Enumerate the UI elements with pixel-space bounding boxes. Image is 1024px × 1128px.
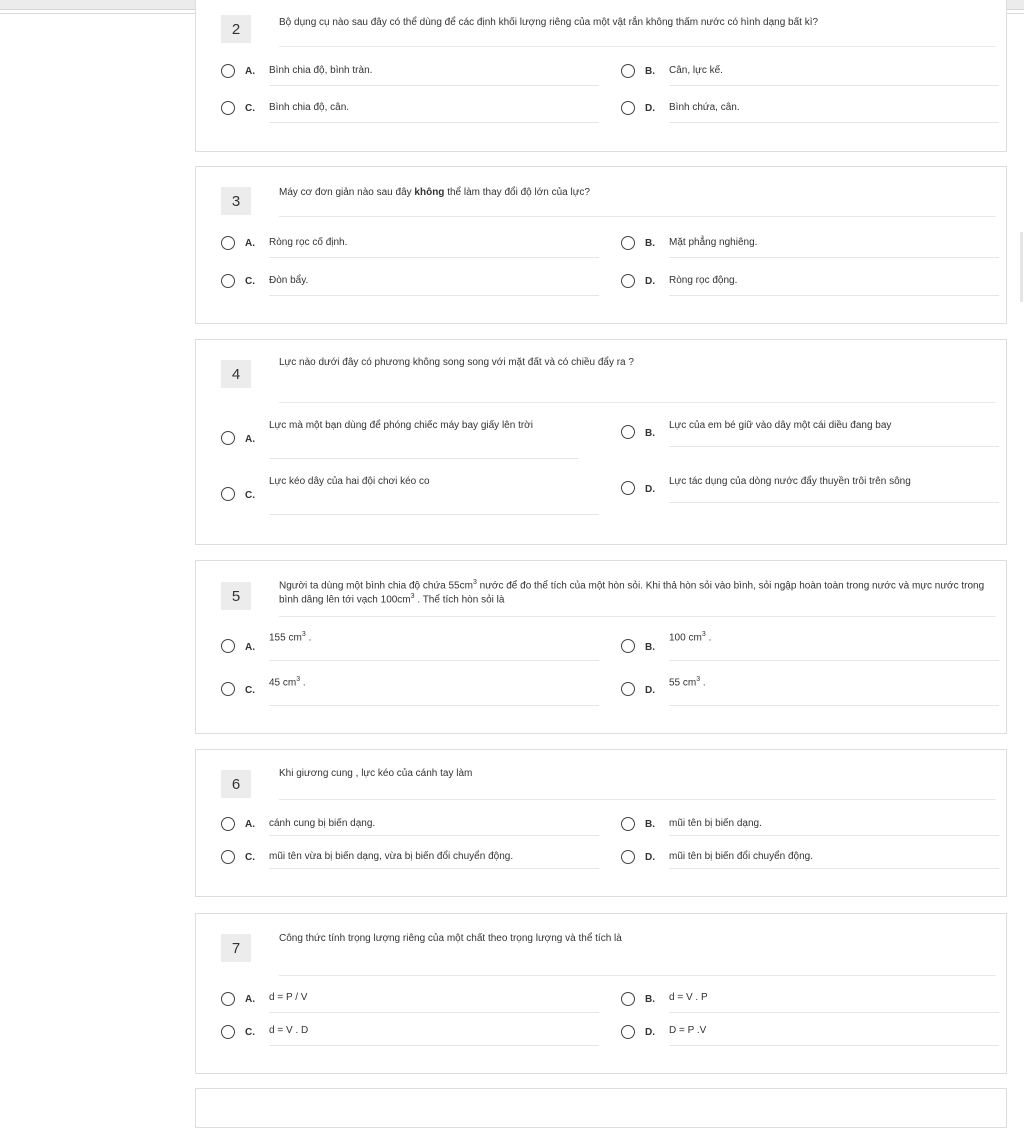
option-letter: D. — [645, 276, 655, 287]
option-letter: C. — [245, 852, 255, 863]
radio-button[interactable] — [221, 64, 235, 78]
option-text: Ròng rọc cố định. — [269, 237, 599, 258]
question-card-2 — [195, 0, 1007, 152]
question-text: Công thức tính trọng lượng riêng của một chất theo trọng lượng và thể tích là — [279, 933, 996, 976]
option-b[interactable] — [621, 814, 999, 842]
radio-button[interactable] — [221, 431, 235, 445]
option-letter: C. — [245, 103, 255, 114]
radio-button[interactable] — [221, 1025, 235, 1039]
option-c[interactable] — [221, 271, 599, 299]
option-letter: B. — [645, 994, 655, 1005]
option-text: mũi tên vừa bị biến dạng, vừa bị biến đổi chuyển động. — [269, 851, 599, 869]
radio-button[interactable] — [221, 639, 235, 653]
option-text: D = P .V — [669, 1025, 999, 1046]
option-letter: A. — [245, 642, 255, 653]
option-text: d = V . D — [269, 1025, 599, 1046]
option-letter: D. — [645, 103, 655, 114]
question-card-5 — [195, 560, 1007, 734]
question-number: 5 — [221, 582, 251, 610]
option-letter: B. — [645, 642, 655, 653]
radio-button[interactable] — [221, 992, 235, 1006]
question-card-3 — [195, 166, 1007, 324]
radio-button[interactable] — [621, 817, 635, 831]
option-letter: D. — [645, 685, 655, 696]
option-b[interactable] — [621, 61, 999, 89]
option-text: Bình chia độ, cân. — [269, 102, 599, 123]
option-text: Ròng rọc động. — [669, 275, 999, 296]
option-a[interactable] — [221, 61, 599, 89]
option-d[interactable] — [621, 672, 999, 706]
option-letter: C. — [245, 276, 255, 287]
question-card-next — [195, 1088, 1007, 1128]
question-text: Máy cơ đơn giản nào sau đây không thể làm thay đổi độ lớn của lực? — [279, 187, 996, 217]
radio-button[interactable] — [621, 682, 635, 696]
option-letter: C. — [245, 1027, 255, 1038]
option-text: 45 $cm^3$ . — [269, 674, 599, 706]
option-c[interactable] — [221, 672, 599, 706]
option-text: Lực của em bé giữ vào dây một cái diều đang bay — [669, 420, 999, 447]
radio-button[interactable] — [221, 274, 235, 288]
option-a[interactable] — [221, 233, 599, 261]
option-b[interactable] — [621, 417, 999, 459]
option-text: mũi tên bị biến dạng. — [669, 818, 999, 836]
option-d[interactable] — [621, 98, 999, 126]
option-c[interactable] — [221, 98, 599, 126]
option-d[interactable] — [621, 473, 999, 515]
option-letter: A. — [245, 994, 255, 1005]
option-c[interactable] — [221, 847, 599, 875]
radio-button[interactable] — [621, 850, 635, 864]
option-text: 100 $cm^3$ . — [669, 629, 999, 661]
emphasis-word: không — [414, 187, 445, 198]
radio-button[interactable] — [221, 487, 235, 501]
option-text: 155 $cm^3$ . — [269, 629, 599, 661]
radio-button[interactable] — [621, 274, 635, 288]
option-d[interactable] — [621, 271, 999, 299]
option-text: d = V . P — [669, 992, 999, 1013]
radio-button[interactable] — [221, 850, 235, 864]
option-a[interactable] — [221, 627, 599, 661]
radio-button[interactable] — [621, 425, 635, 439]
option-c[interactable] — [221, 473, 599, 515]
option-text: cánh cung bị biến dạng. — [269, 818, 599, 836]
option-letter: C. — [245, 685, 255, 696]
radio-button[interactable] — [621, 992, 635, 1006]
option-d[interactable] — [621, 1021, 999, 1049]
option-letter: C. — [245, 490, 255, 501]
option-a[interactable] — [221, 814, 599, 842]
radio-button[interactable] — [621, 481, 635, 495]
option-letter: D. — [645, 484, 655, 495]
option-text: Bình chứa, cân. — [669, 102, 999, 123]
option-letter: A. — [245, 66, 255, 77]
radio-button[interactable] — [621, 236, 635, 250]
option-letter: A. — [245, 819, 255, 830]
option-text: Mặt phẳng nghiêng. — [669, 237, 999, 258]
option-text: mũi tên bị biến đổi chuyển động. — [669, 851, 999, 869]
page-scrollbar[interactable] — [1020, 232, 1023, 302]
question-number: 6 — [221, 770, 251, 798]
option-a[interactable] — [221, 988, 599, 1016]
radio-button[interactable] — [221, 236, 235, 250]
option-b[interactable] — [621, 233, 999, 261]
question-text: Khi giương cung , lực kéo của cánh tay làm — [279, 768, 996, 800]
question-number: 7 — [221, 934, 251, 962]
option-letter: D. — [645, 1027, 655, 1038]
option-letter: B. — [645, 819, 655, 830]
option-letter: B. — [645, 66, 655, 77]
option-text: Bình chia độ, bình tràn. — [269, 65, 599, 86]
question-text: Lực nào dưới đây có phương không song song với mặt đất và có chiều đẩy ra ? — [279, 357, 996, 403]
question-number: 2 — [221, 15, 251, 43]
option-text: Lực mà một bạn dùng để phóng chiếc máy bay giấy lên trời — [269, 420, 579, 459]
option-letter: A. — [245, 434, 255, 445]
option-text: Cân, lực kế. — [669, 65, 999, 86]
option-letter: A. — [245, 238, 255, 249]
option-d[interactable] — [621, 847, 999, 875]
option-text: Lực kéo dây của hai đội chơi kéo co — [269, 476, 599, 515]
option-letter: B. — [645, 428, 655, 439]
option-text: Lực tác dụng của dòng nước đẩy thuyền trôi trên sông — [669, 476, 999, 503]
option-a[interactable] — [221, 417, 599, 459]
option-letter: B. — [645, 238, 655, 249]
radio-button[interactable] — [221, 101, 235, 115]
radio-button[interactable] — [621, 64, 635, 78]
question-number: 4 — [221, 360, 251, 388]
question-text: Bộ dụng cụ nào sau đây có thể dùng để các định khối lượng riêng của một vật rắn không thấm nước có hình dạng bất kì? — [279, 17, 996, 47]
option-text: Đòn bẩy. — [269, 275, 599, 296]
question-text: Người ta dùng một bình chia độ chứa $55cm^3$ nước để đo thể tích của một hòn sỏi. Khi thả hòn sỏi vào bình, sỏi ngập hoàn toàn trong nước và mực nước trong bình dâng lên tới vạch $100cm^3$ . Thể tích hòn sỏi là — [279, 577, 996, 617]
question-card-4 — [195, 339, 1007, 545]
option-b[interactable] — [621, 627, 999, 661]
option-letter: D. — [645, 852, 655, 863]
radio-button[interactable] — [621, 639, 635, 653]
question-card-6 — [195, 749, 1007, 897]
question-number: 3 — [221, 187, 251, 215]
radio-button[interactable] — [621, 1025, 635, 1039]
option-c[interactable] — [221, 1021, 599, 1049]
option-text: 55 $cm^3$ . — [669, 674, 999, 706]
radio-button[interactable] — [221, 817, 235, 831]
radio-button[interactable] — [621, 101, 635, 115]
option-text: d = P / V — [269, 992, 599, 1013]
radio-button[interactable] — [221, 682, 235, 696]
option-b[interactable] — [621, 988, 999, 1016]
question-card-7 — [195, 913, 1007, 1074]
